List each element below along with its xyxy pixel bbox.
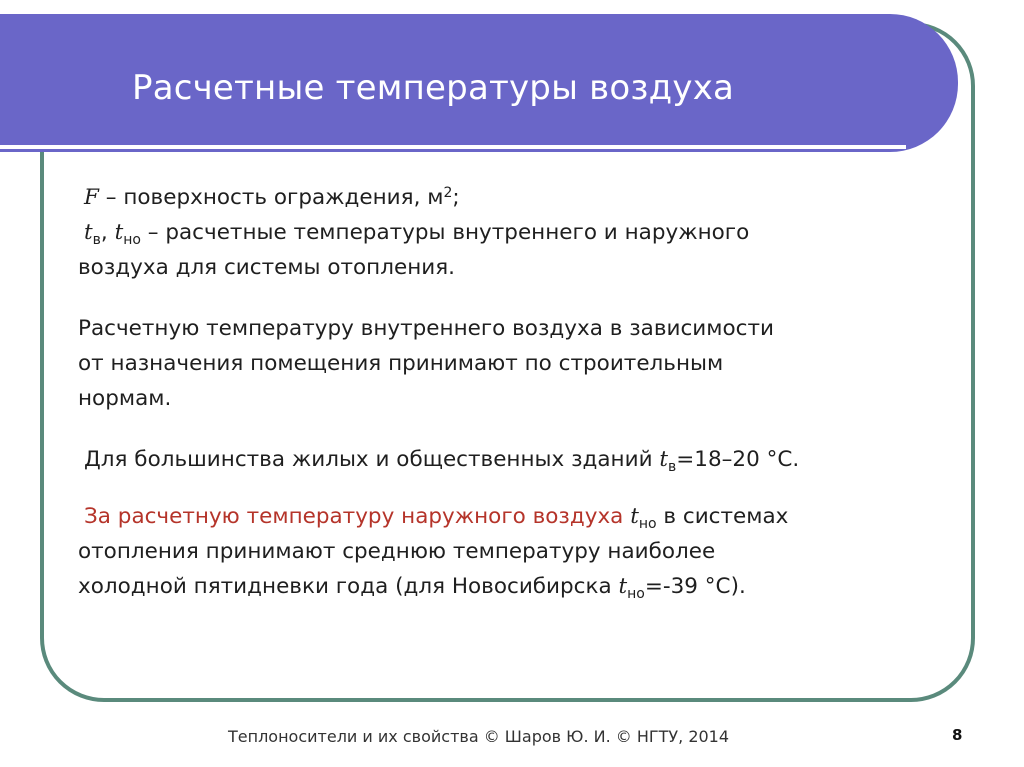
var-t-no: t (114, 220, 124, 245)
definition-f (78, 180, 928, 215)
para4-line1 (78, 499, 928, 534)
superscript-2: 2 (443, 185, 453, 201)
definition-f-tail: ; (452, 185, 460, 210)
sub-no: но (123, 232, 141, 248)
para4-line3-text: холодной пятидневки года (для Новосибирска (78, 574, 619, 599)
para2-line1: Расчетную температуру внутреннего воздуха в зависимости (78, 316, 774, 341)
para4-line3-tail: =-39 °С). (644, 574, 746, 599)
var-t-v: t (84, 220, 93, 245)
var-t-v-2: t (659, 447, 669, 472)
para3 (78, 442, 928, 477)
definition-temps (78, 215, 928, 250)
var-t-no-3: t (618, 574, 628, 599)
sub-v-2: в (668, 459, 677, 475)
para2-line3: нормам. (78, 386, 172, 411)
definition-temps-text: – расчетные температуры внутреннего и наружного (140, 220, 750, 245)
slide-content (78, 180, 928, 604)
para4-tail: в системах (656, 504, 789, 529)
title-bar (0, 14, 958, 152)
sub-v: в (92, 232, 101, 248)
title-underline (0, 145, 906, 149)
para4-line3 (78, 569, 928, 604)
para3-tail: =18–20 °С. (676, 447, 800, 472)
para3-text: Для большинства жилых и общественных зданий (84, 447, 660, 472)
separator: , (100, 220, 115, 245)
var-t-no-2: t (630, 504, 639, 529)
definition-f-text: – поверхность ограждения, м (98, 185, 444, 210)
var-f: F (84, 185, 99, 210)
page-number: 8 (952, 726, 963, 744)
sub-no-2: но (638, 516, 657, 532)
para2-line2: от назначения помещения принимают по строительным (78, 351, 724, 376)
footer-text: Теплоносители и их свойства © Шаров Ю. И. © НГТУ, 2014 (228, 727, 730, 746)
slide-title: Расчетные температуры воздуха (132, 68, 735, 108)
para4-accent: За расчетную температуру наружного воздуха (84, 504, 631, 529)
definition-temps-cont: воздуха для системы отопления. (78, 255, 456, 280)
sub-no-3: но (627, 586, 645, 602)
para4-line2: отопления принимают среднюю температуру наиболее (78, 539, 716, 564)
